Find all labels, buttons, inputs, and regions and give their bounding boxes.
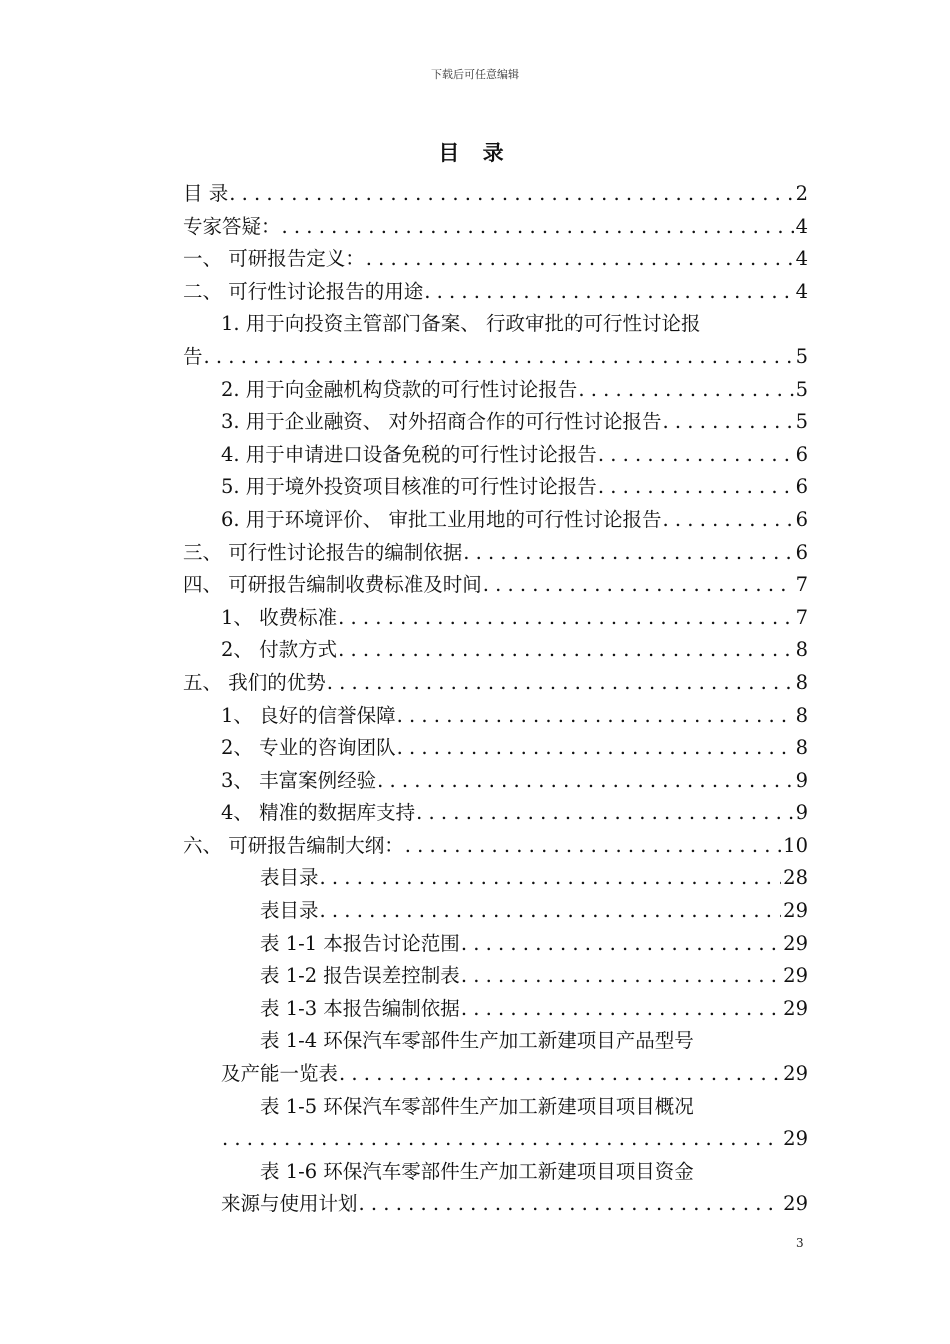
toc-dot-leader xyxy=(396,700,794,733)
toc-page-number: 29 xyxy=(783,996,808,1020)
toc-page-number: 8 xyxy=(795,638,808,662)
toc-entry[interactable] xyxy=(183,993,808,1026)
toc-page-number: 6 xyxy=(795,507,808,531)
toc-page-number: 7 xyxy=(795,573,808,597)
toc-dot-leader xyxy=(337,634,793,667)
toc-page-number: 2 xyxy=(795,182,808,205)
toc-page-number: 9 xyxy=(795,768,808,792)
toc-entry[interactable] xyxy=(183,1188,808,1221)
toc-entry[interactable] xyxy=(183,178,808,211)
toc-entry-text: 五、 我们的优势 xyxy=(183,670,326,694)
toc-entry-text: 专家答疑： xyxy=(183,214,281,238)
toc-entry-text: 2. 用于向金融机构贷款的可行性讨论报告 xyxy=(221,377,578,401)
toc-entry[interactable] xyxy=(183,341,808,374)
toc-entry[interactable] xyxy=(183,732,808,765)
toc-page-number: 28 xyxy=(783,866,808,890)
toc-dot-leader xyxy=(396,732,794,765)
toc-dot-leader xyxy=(319,862,782,895)
toc-page-number: 8 xyxy=(795,703,808,727)
toc-dot-leader xyxy=(460,928,781,961)
toc-page-number: 6 xyxy=(795,475,808,499)
toc-entry[interactable] xyxy=(183,700,808,733)
toc-entry-text: 四、 可研报告编制收费标准及时间 xyxy=(183,573,482,597)
toc-page-number: 5 xyxy=(795,344,808,368)
toc-dot-leader xyxy=(577,374,793,407)
toc-dot-leader xyxy=(415,797,793,830)
toc-dot-leader xyxy=(597,439,794,472)
toc-page-number: 29 xyxy=(783,964,808,988)
toc-dot-leader xyxy=(662,406,794,439)
toc-dot-leader xyxy=(482,569,794,602)
toc-entry[interactable] xyxy=(183,471,808,504)
toc-dot-leader xyxy=(460,993,781,1026)
toc-dot-leader xyxy=(358,1188,782,1221)
toc-entry-text: 表 1-3 本报告编制依据 xyxy=(260,996,460,1020)
toc-entry[interactable] xyxy=(183,667,808,700)
toc-page-number: 8 xyxy=(795,736,808,760)
toc-entry[interactable] xyxy=(183,765,808,798)
toc-dot-leader xyxy=(462,537,793,570)
toc-entry-text: 六、 可研报告编制大纲： xyxy=(183,833,404,857)
toc-entry[interactable] xyxy=(183,276,808,309)
toc-entry-text: 及产能一览表 xyxy=(221,1062,339,1086)
toc-entry[interactable] xyxy=(183,1123,808,1156)
toc-entry-line1[interactable]: 表 1-5 环保汽车零部件生产加工新建项目项目概况 xyxy=(260,1094,694,1118)
toc-entry-line1[interactable]: 表 1-4 环保汽车零部件生产加工新建项目产品型号 xyxy=(260,1029,694,1053)
toc-dot-leader xyxy=(338,1058,781,1091)
toc-entry-text: 目 录 xyxy=(183,182,229,205)
toc-entry-text: 表目录 xyxy=(260,899,319,923)
toc-entry-text: 1、 良好的信誉保障 xyxy=(221,703,396,727)
toc-entry-text: 5. 用于境外投资项目核准的可行性讨论报告 xyxy=(221,475,597,499)
toc-entry[interactable] xyxy=(183,374,808,407)
toc-entry-text: 1、 收费标准 xyxy=(221,605,338,629)
toc-page-number: 4 xyxy=(795,247,808,271)
toc-entry[interactable] xyxy=(183,797,808,830)
toc-entry-text: 2、 付款方式 xyxy=(221,638,338,662)
toc-dot-leader xyxy=(597,471,794,504)
toc-entry-line1[interactable]: 表 1-6 环保汽车零部件生产加工新建项目项目资金 xyxy=(260,1159,694,1183)
toc-entry[interactable] xyxy=(183,211,808,244)
page-number: 3 xyxy=(796,1236,804,1250)
toc-dot-leader xyxy=(404,830,781,863)
toc-page-number: 29 xyxy=(783,1127,808,1151)
toc-dot-leader xyxy=(319,895,782,928)
toc-page-number: 29 xyxy=(783,1192,808,1216)
toc-page-number: 8 xyxy=(795,670,808,694)
toc-entry[interactable] xyxy=(183,569,808,602)
toc-entry[interactable] xyxy=(183,960,808,993)
toc-entry[interactable] xyxy=(183,439,808,472)
toc-entry-text: 2、 专业的咨询团队 xyxy=(221,736,396,760)
toc-entry-text: 3. 用于企业融资、 对外招商合作的可行性讨论报告 xyxy=(221,410,662,434)
toc-dot-leader xyxy=(281,211,794,244)
toc-dot-leader xyxy=(337,602,793,635)
toc-page-number: 29 xyxy=(783,1062,808,1086)
toc-page-number: 29 xyxy=(783,899,808,923)
toc-entry[interactable] xyxy=(183,862,808,895)
toc-page-number: 29 xyxy=(783,931,808,955)
toc-entry-text: 表 1-1 本报告讨论范围 xyxy=(260,931,460,955)
toc-dot-leader xyxy=(365,243,794,276)
toc-entry-text: 6. 用于环境评价、 审批工业用地的可行性讨论报告 xyxy=(221,507,662,531)
toc-entry-text: 表目录 xyxy=(260,866,319,890)
toc-dot-leader xyxy=(326,667,794,700)
toc-entry[interactable] xyxy=(183,634,808,667)
toc-dot-leader xyxy=(376,765,793,798)
toc-entry-text: 4. 用于申请进口设备免税的可行性讨论报告 xyxy=(221,442,597,466)
toc-page-number: 10 xyxy=(783,833,808,857)
toc-entry-text: 三、 可行性讨论报告的编制依据 xyxy=(183,540,463,564)
toc-entry-text: 来源与使用计划 xyxy=(221,1192,358,1216)
toc-dot-leader xyxy=(228,178,793,211)
toc-entry-text: 4、 精准的数据库支持 xyxy=(221,801,416,825)
toc-page-number: 7 xyxy=(795,605,808,629)
toc-page-number: 5 xyxy=(795,410,808,434)
toc-title: 目 录 xyxy=(438,140,512,165)
toc-dot-leader xyxy=(203,341,794,374)
toc-dot-leader xyxy=(221,1123,781,1156)
toc-entry-text: 表 1-2 报告误差控制表 xyxy=(260,964,460,988)
toc-entry[interactable] xyxy=(183,928,808,961)
toc-entry-line1[interactable]: 1. 用于向投资主管部门备案、 行政审批的可行性讨论报 xyxy=(221,312,701,336)
toc-page-number: 4 xyxy=(795,279,808,303)
toc-dot-leader xyxy=(662,504,794,537)
toc-page-number: 9 xyxy=(795,801,808,825)
toc-entry[interactable] xyxy=(183,895,808,928)
toc-entry[interactable] xyxy=(183,504,808,537)
toc-page-number: 5 xyxy=(795,377,808,401)
toc-entry[interactable] xyxy=(183,830,808,863)
toc-page-number: 6 xyxy=(795,540,808,564)
toc-entry[interactable] xyxy=(183,1058,808,1091)
table-of-contents xyxy=(183,178,808,1221)
toc-page-number: 4 xyxy=(795,214,808,238)
toc-page-number: 6 xyxy=(795,442,808,466)
toc-entry-text: 一、 可研报告定义： xyxy=(183,247,365,271)
toc-entry[interactable] xyxy=(183,537,808,570)
toc-entry[interactable] xyxy=(183,406,808,439)
page-header: 下载后可任意编辑 xyxy=(431,68,519,81)
toc-entry[interactable] xyxy=(183,243,808,276)
toc-entry-text: 二、 可行性讨论报告的用途 xyxy=(183,279,424,303)
toc-entry[interactable] xyxy=(183,602,808,635)
toc-dot-leader xyxy=(423,276,793,309)
toc-dot-leader xyxy=(460,960,781,993)
toc-entry-text: 3、 丰富案例经验 xyxy=(221,768,377,792)
toc-entry-text: 告 xyxy=(183,344,203,368)
